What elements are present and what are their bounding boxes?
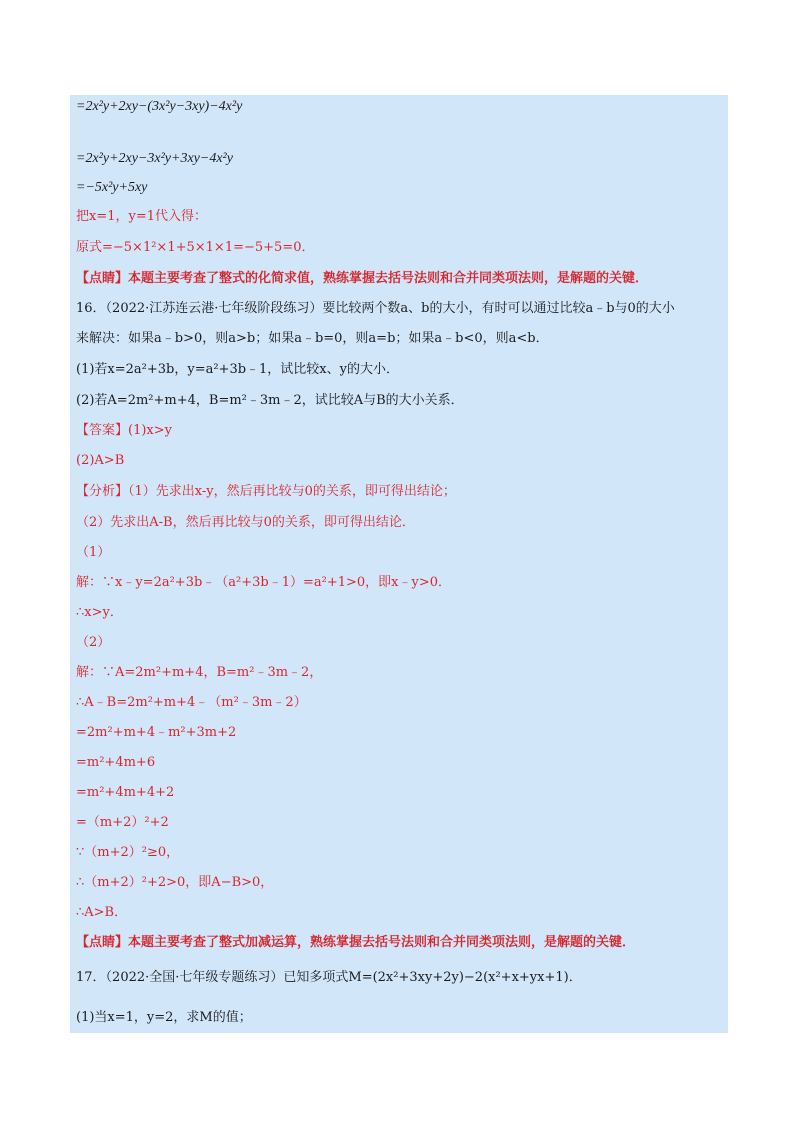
solution-panel — [70, 95, 728, 1033]
solution-part-2-step-2: ∴A﹣B=2m²+m+4﹣（m²﹣3m﹣2） — [76, 695, 307, 710]
solution-part-2-step-7: ∵（m+2）²≥0， — [76, 845, 180, 860]
solution-part-2-label: （2） — [76, 635, 111, 650]
solution-part-1-step-1: 解：∵x﹣y=2a²+3b﹣（a²+3b﹣1）=a²+1>0，即x﹣y>0． — [76, 575, 452, 590]
question-16-part-2: (2)若A=2m²+m+4，B=m²﹣3m﹣2，试比较A与B的大小关系． — [76, 393, 464, 408]
analysis-1: 【分析】（1）先求出x-y，然后再比较与0的关系，即可得出结论； — [76, 484, 456, 499]
solution-part-2-conclusion: ∴A>B． — [76, 905, 128, 920]
comment-16: 【点睛】本题主要考查了整式加减运算，熟练掌握去括号法则和合并同类项法则，是解题的关键． — [76, 935, 636, 950]
comment-15: 【点睛】本题主要考查了整式的化简求值，熟练掌握去括号法则和合并同类项法则，是解题的关键． — [76, 271, 649, 286]
solution-part-2-step-8: ∴（m+2）²+2>0，即A−B>0， — [76, 875, 274, 890]
solution-part-2-step-5: =m²+4m+4+2 — [76, 785, 175, 800]
question-17-line-1: 17．（2022·全国·七年级专题练习）已知多项式M=(2x²+3xy+2y)−2(x²+x+yx+1)． — [76, 970, 582, 985]
result-line: 原式=−5×1²×1+5×1×1=−5+5=0． — [76, 240, 315, 255]
solution-part-2-step-3: =2m²+m+4﹣m²+3m+2 — [76, 725, 237, 740]
answer-part-2: (2)A>B — [76, 453, 125, 468]
step-line-1: =2x²y+2xy−(3x²y−3xy)−4x²y — [76, 99, 243, 114]
solution-part-1-label: （1） — [76, 545, 111, 560]
question-17-part-1: (1)当x=1，y=2，求M的值； — [76, 1010, 252, 1025]
solution-part-2-step-4: =m²+4m+6 — [76, 755, 156, 770]
question-16-line-1: 16．（2022·江苏连云港·七年级阶段练习）要比较两个数a、b的大小，有时可以通过比较a﹣b与0的大小 — [76, 301, 675, 316]
step-line-2: =2x²y+2xy−3x²y+3xy−4x²y — [76, 151, 233, 166]
answer-label: 【答案】(1)x>y — [76, 423, 172, 438]
solution-part-2-step-6: =（m+2）²+2 — [76, 815, 169, 830]
solution-part-1-conclusion: ∴x>y． — [76, 605, 123, 620]
solution-part-2-step-1: 解：∵A=2m²+m+4，B=m²﹣3m﹣2， — [76, 665, 323, 680]
question-16-part-1: (1)若x=2a²+3b，y=a²+3b﹣1，试比较x、y的大小． — [76, 362, 399, 377]
analysis-2: （2）先求出A-B，然后再比较与0的关系，即可得出结论． — [76, 515, 415, 530]
question-16-line-2: 来解决：如果a﹣b>0，则a>b；如果a﹣b=0，则a=b；如果a﹣b<0，则a<b． — [76, 331, 549, 346]
step-line-3: =−5x²y+5xy — [76, 180, 148, 195]
substitute-line: 把x=1，y=1代入得： — [76, 209, 208, 224]
